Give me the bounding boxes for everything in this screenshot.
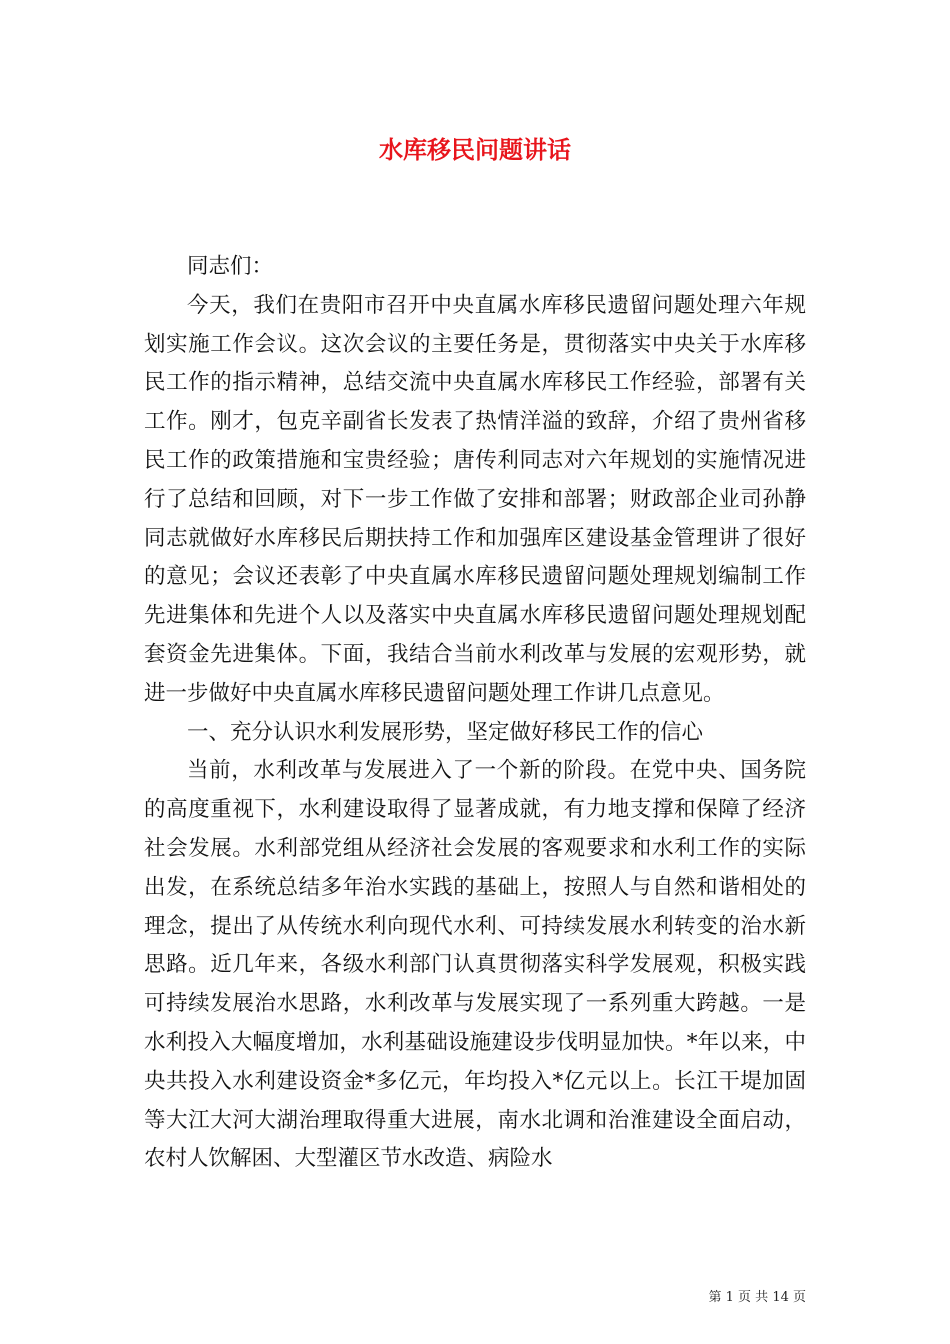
page-number-footer bbox=[709, 1289, 806, 1307]
document-title: 水库移民问题讲话 bbox=[379, 135, 571, 164]
paragraph-section-1: 当前，水利改革与发展进入了一个新的阶段。在党中央、国务院的高度重视下，水利建设取得了显著成就，有力地支撑和保障了经济社会发展。水利部党组从经济社会发展的客观要求和水利工作的实际出发，在系统总结多年治水实践的基础上，按照人与自然和谐相处的理念，提出了从传统水利向现代水利、可持续发展水利转变的治水新思路。近几年来，各级水利部门认真贯彻落实科学发展观，积极实践可持续发展治水思路，水利改革与发展实现了一系列重大跨越。一是水利投入大幅度增加，水利基础设施建设步伐明显加快。*年以来，中央共投入水利建设资金*多亿元，年均投入*亿元以上。长江干堤加固等大江大河大湖治理取得重大进展，南水北调和治淮建设全面启动，农村人饮解困、大型灌区节水改造、病险水 bbox=[144, 758, 806, 1172]
page-number-label: 第 1 页 共 14 页 bbox=[708, 1290, 806, 1305]
paragraph-opening: 今天，我们在贵阳市召开中央直属水库移民遗留问题处理六年规划实施工作会议。这次会议的主要任务是，贯彻落实中央关于水库移民工作的指示精神，总结交流中央直属水库移民工作经验，部署有关工作。刚才，包克辛副省长发表了热情洋溢的致辞，介绍了贵州省移民工作的政策措施和宝贵经验；唐传利同志对六年规划的实施情况进行了总结和回顾，对下一步工作做了安排和部署；财政部企业司孙静同志就做好水库移民后期扶持工作和加强库区建设基金管理讲了很好的意见；会议还表彰了中央直属水库移民遗留问题处理规划编制工作先进集体和先进个人以及落实中央直属水库移民遗留问题处理规划配套资金先进集体。下面，我结合当前水利改革与发展的宏观形势，就进一步做好中央直属水库移民遗留问题处理工作讲几点意见。 bbox=[144, 292, 806, 706]
section-heading-1: 一、充分认识水利发展形势，坚定做好移民工作的信心 bbox=[187, 719, 704, 745]
salutation: 同志们： bbox=[187, 254, 274, 279]
document-body bbox=[144, 248, 806, 1179]
